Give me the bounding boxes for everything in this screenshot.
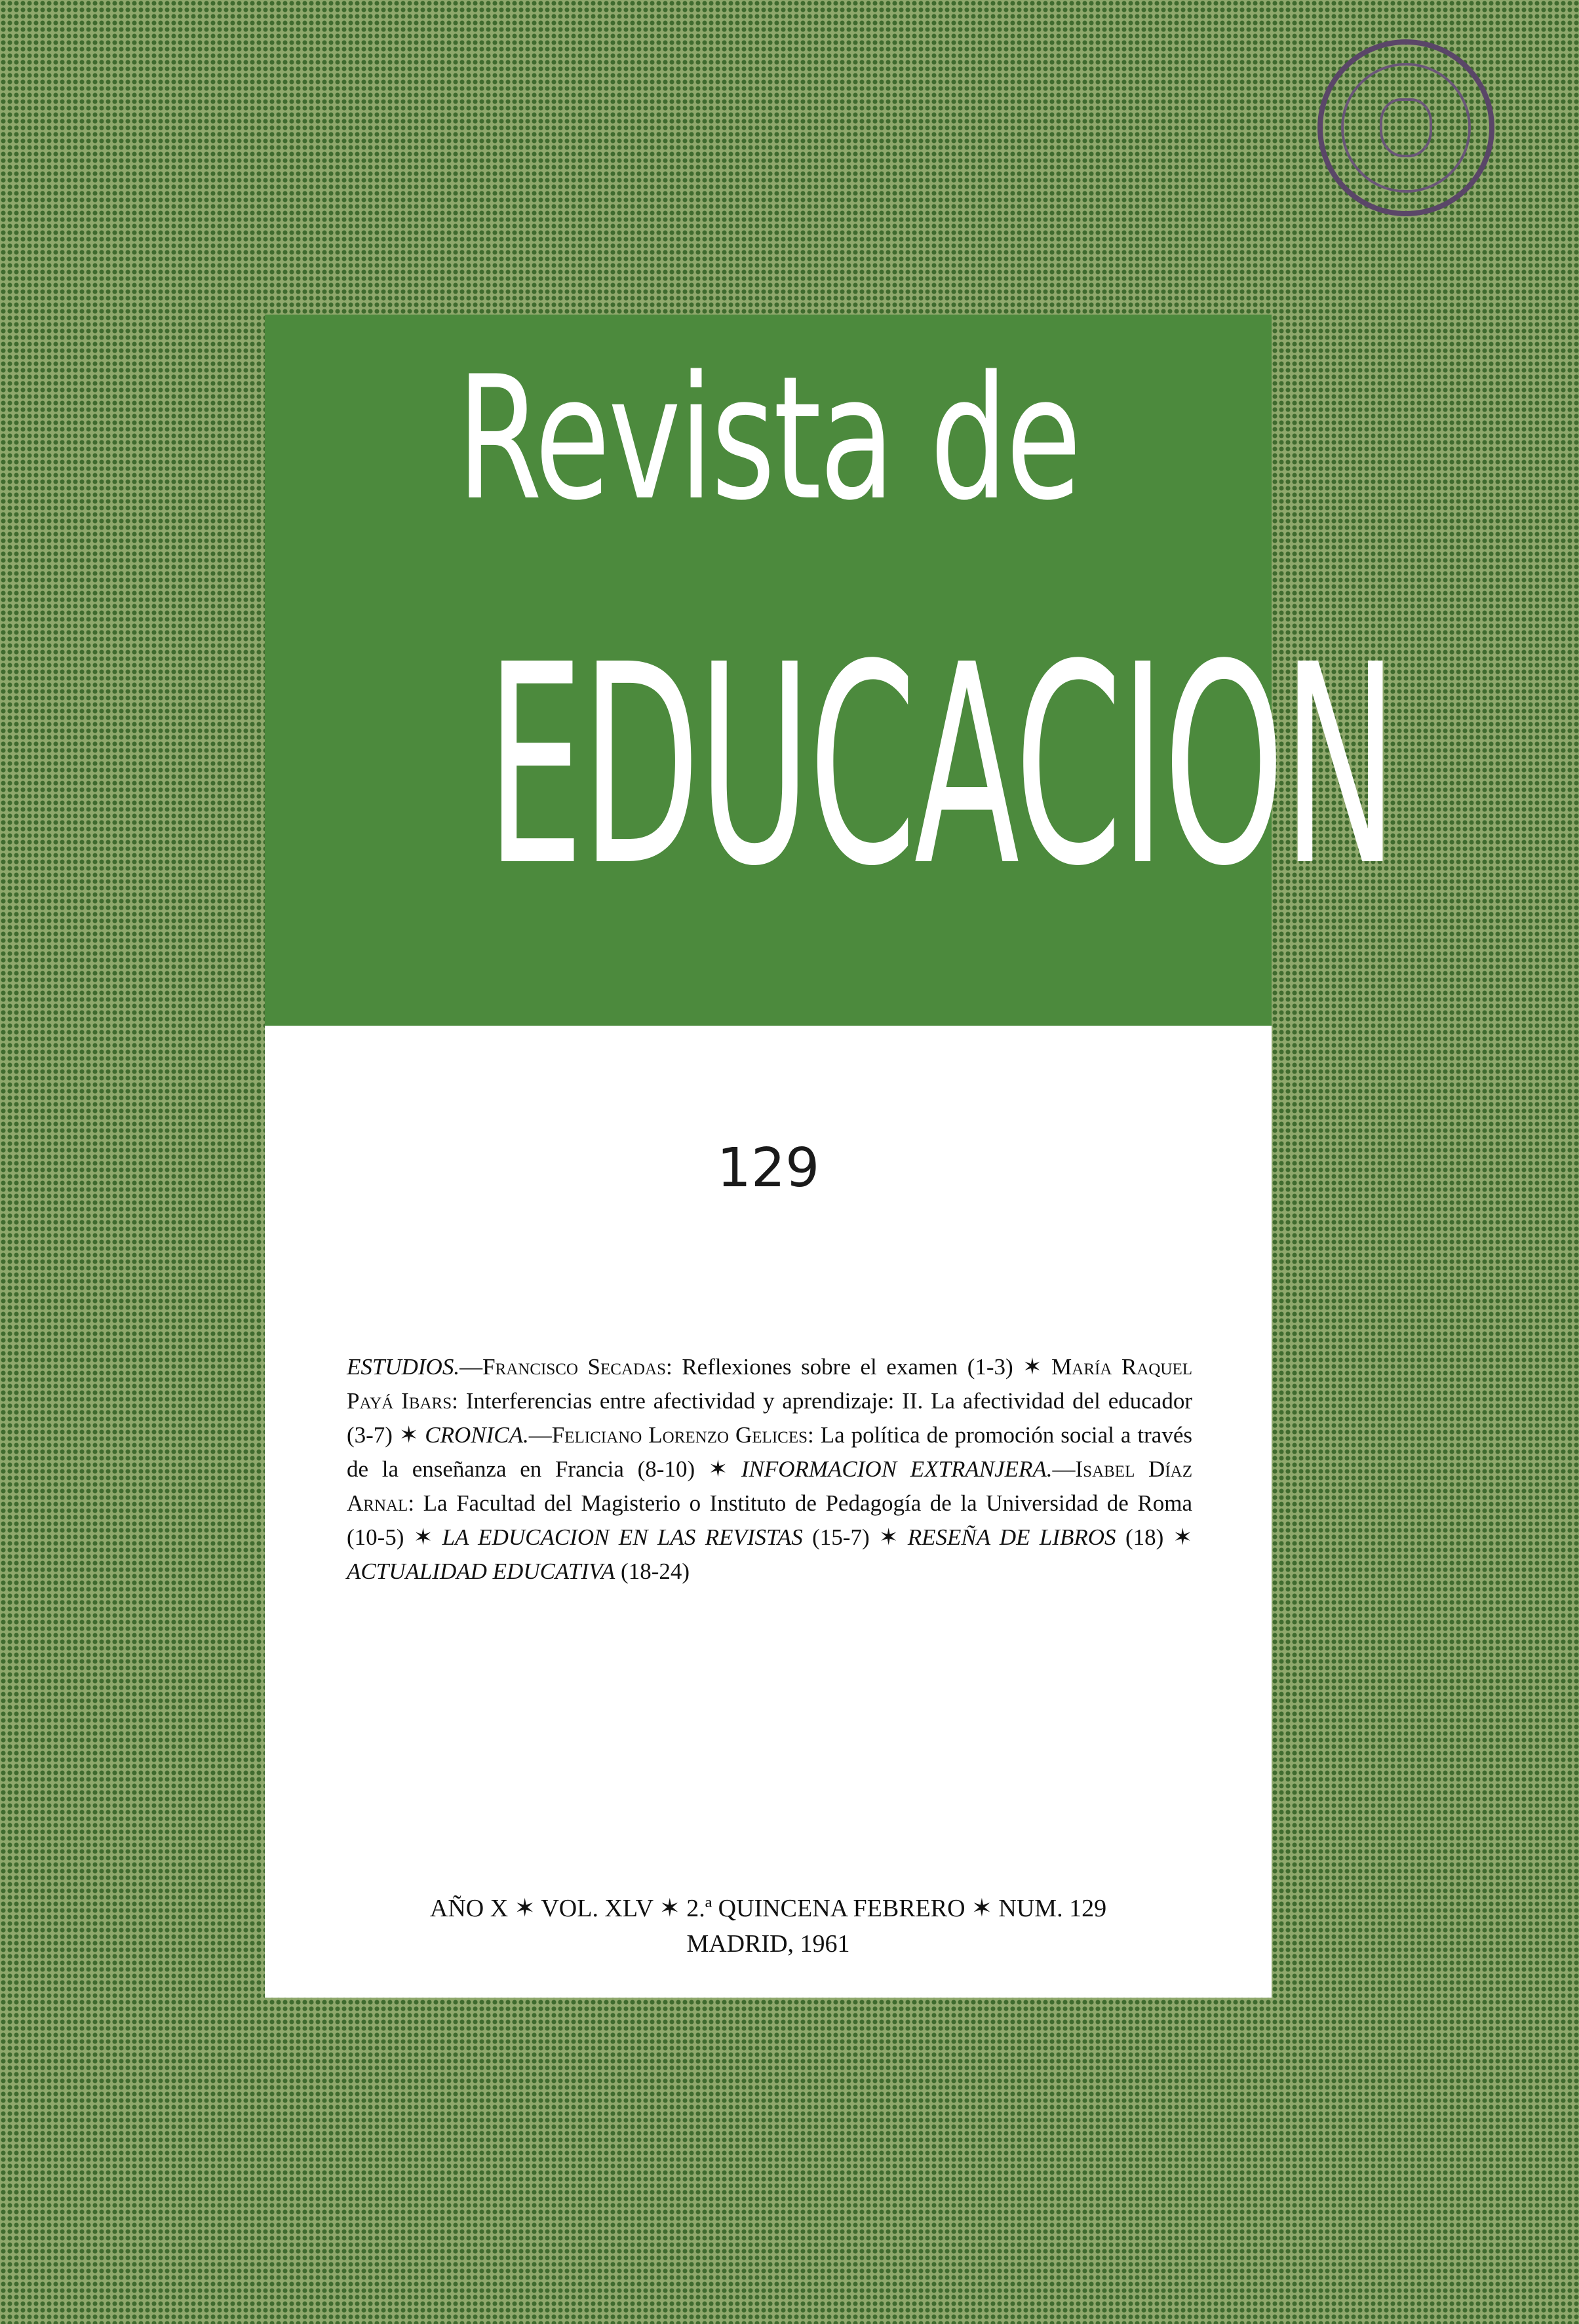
section-label-revistas: LA EDUCACION EN LAS REVISTAS — [442, 1524, 803, 1550]
article-title-facultad: : La Facultad del Magisterio o Instituto de Pedagogía de la Universidad de Roma (10-5) ✶ — [347, 1490, 1192, 1550]
library-seal-icon — [1317, 39, 1494, 216]
issue-number: 129 — [716, 1137, 820, 1199]
pages-libros: (18) ✶ — [1116, 1524, 1192, 1550]
seal-emblem — [1380, 98, 1432, 157]
masthead-box — [265, 315, 1396, 1026]
author-secadas: —Francisco Secadas — [459, 1354, 667, 1380]
section-label-informacion: INFORMACION EXTRANJERA. — [741, 1456, 1053, 1482]
author-paya: María Raquel Payá Ibars — [347, 1354, 1192, 1414]
masthead-line2: EDUCACION — [486, 606, 1396, 927]
cover-panel — [265, 315, 1396, 1998]
table-of-contents — [347, 1350, 1192, 1589]
contents-box — [265, 1026, 1272, 1998]
issue-place-date: MADRID, 1961 — [686, 1930, 850, 1958]
section-label-actualidad: ACTUALIDAD EDUCATIVA — [347, 1559, 615, 1584]
pages-actualidad: (18-24) — [615, 1559, 690, 1584]
pages-revistas: (15-7) ✶ — [802, 1524, 908, 1550]
masthead-line1: Revista de — [457, 340, 1080, 538]
section-label-libros: RESEÑA DE LIBROS — [907, 1524, 1116, 1550]
section-label-cronica: CRONICA. — [425, 1422, 529, 1448]
article-title-afectividad: : Interferencias entre afectividad y aprendizaje: II. La afectividad del educador (3-7) ✶ — [347, 1388, 1192, 1448]
article-title-examen: : Reflexiones sobre el examen (1-3) ✶ — [666, 1354, 1042, 1380]
issue-volume-line: AÑO X ✶ VOL. XLV ✶ 2.ª QUINCENA FEBRERO ✶ NUM. 129 — [429, 1895, 1107, 1922]
author-lorenzo: —Feliciano Lorenzo Gelices — [528, 1422, 808, 1448]
author-diaz: —Isabel Díaz Arnal — [347, 1456, 1192, 1516]
article-title-promocion: : La política de promoción social a través de la enseñanza en Francia (8-10) ✶ — [347, 1422, 1192, 1482]
issue-footer — [265, 1891, 1272, 1962]
section-label-estudios: ESTUDIOS. — [347, 1354, 460, 1380]
